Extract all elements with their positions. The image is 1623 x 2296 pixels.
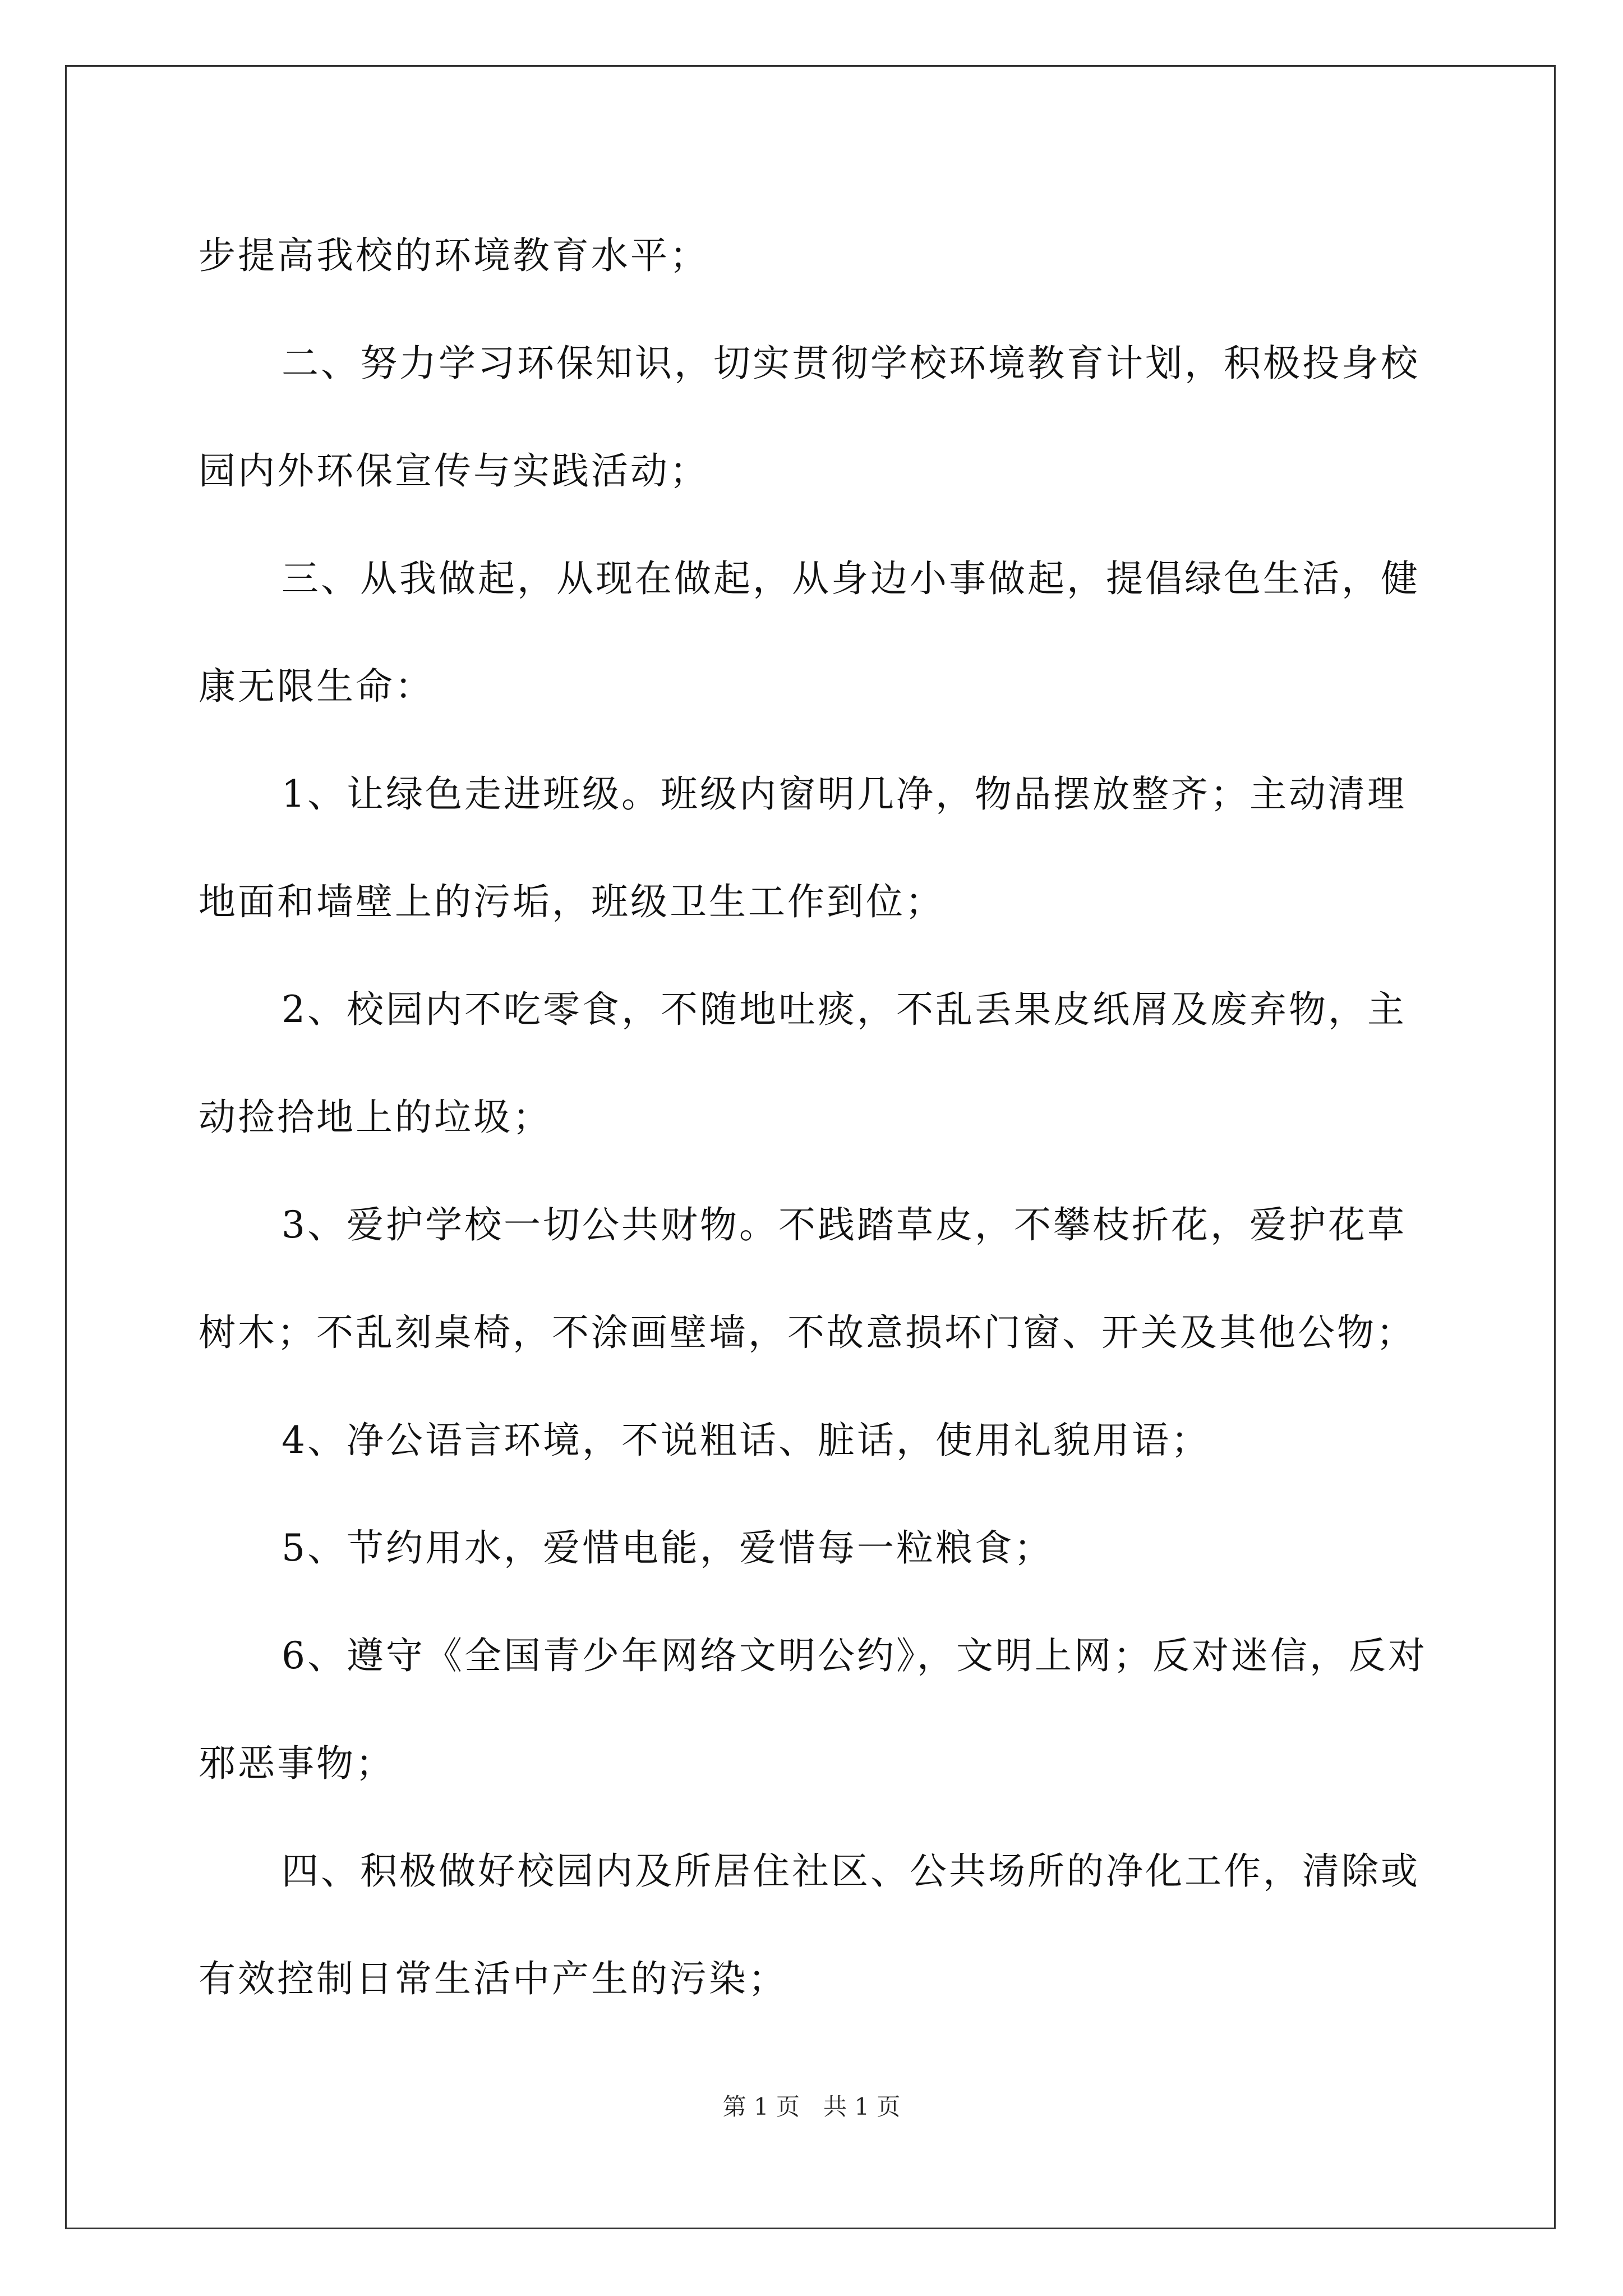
- paragraph-item-6: 6、遵守《全国青少年网络文明公约》，文明上网；反对迷信，反对邪恶事物；: [199, 1634, 1427, 1785]
- paragraph-continuation: 步提高我校的环境教育水平；: [199, 234, 709, 277]
- paragraph-item-5: 5、节约用水，爱惜电能，爱惜每一粒粮食；: [282, 1526, 1053, 1570]
- paragraph-item-4: 4、净公语言环境，不说粗话、脏话，使用礼貌用语；: [282, 1419, 1210, 1462]
- document-body: [199, 202, 1444, 2033]
- paragraph-section-four: 四、积极做好校园内及所居住社区、公共场所的净化工作，清除或有效控制日常生活中产生的污染；: [199, 1849, 1420, 2000]
- paragraph-item-3: 3、爱护学校一切公共财物。不践踏草皮，不攀枝折花，爱护花草树木；不乱刻桌椅，不涂画壁墙，不故意损坏门窗、开关及其他公物；: [199, 1203, 1415, 1354]
- paragraph-section-two: 二、努力学习环保知识，切实贯彻学校环境教育计划，积极投身校园内外环保宣传与实践活动；: [199, 342, 1420, 493]
- page-number-footer: 第 1 页 共 1 页: [722, 2093, 901, 2120]
- paragraph-item-1: 1、让绿色走进班级。班级内窗明几净，物品摆放整齐；主动清理地面和墙壁上的污垢，班级卫生工作到位；: [199, 772, 1407, 923]
- paragraph-section-three: 三、从我做起，从现在做起，从身边小事做起，提倡绿色生活，健康无限生命：: [199, 557, 1420, 708]
- paragraph-item-2: 2、校园内不吃零食，不随地吐痰，不乱丢果皮纸屑及废弃物，主动捡拾地上的垃圾；: [199, 988, 1407, 1139]
